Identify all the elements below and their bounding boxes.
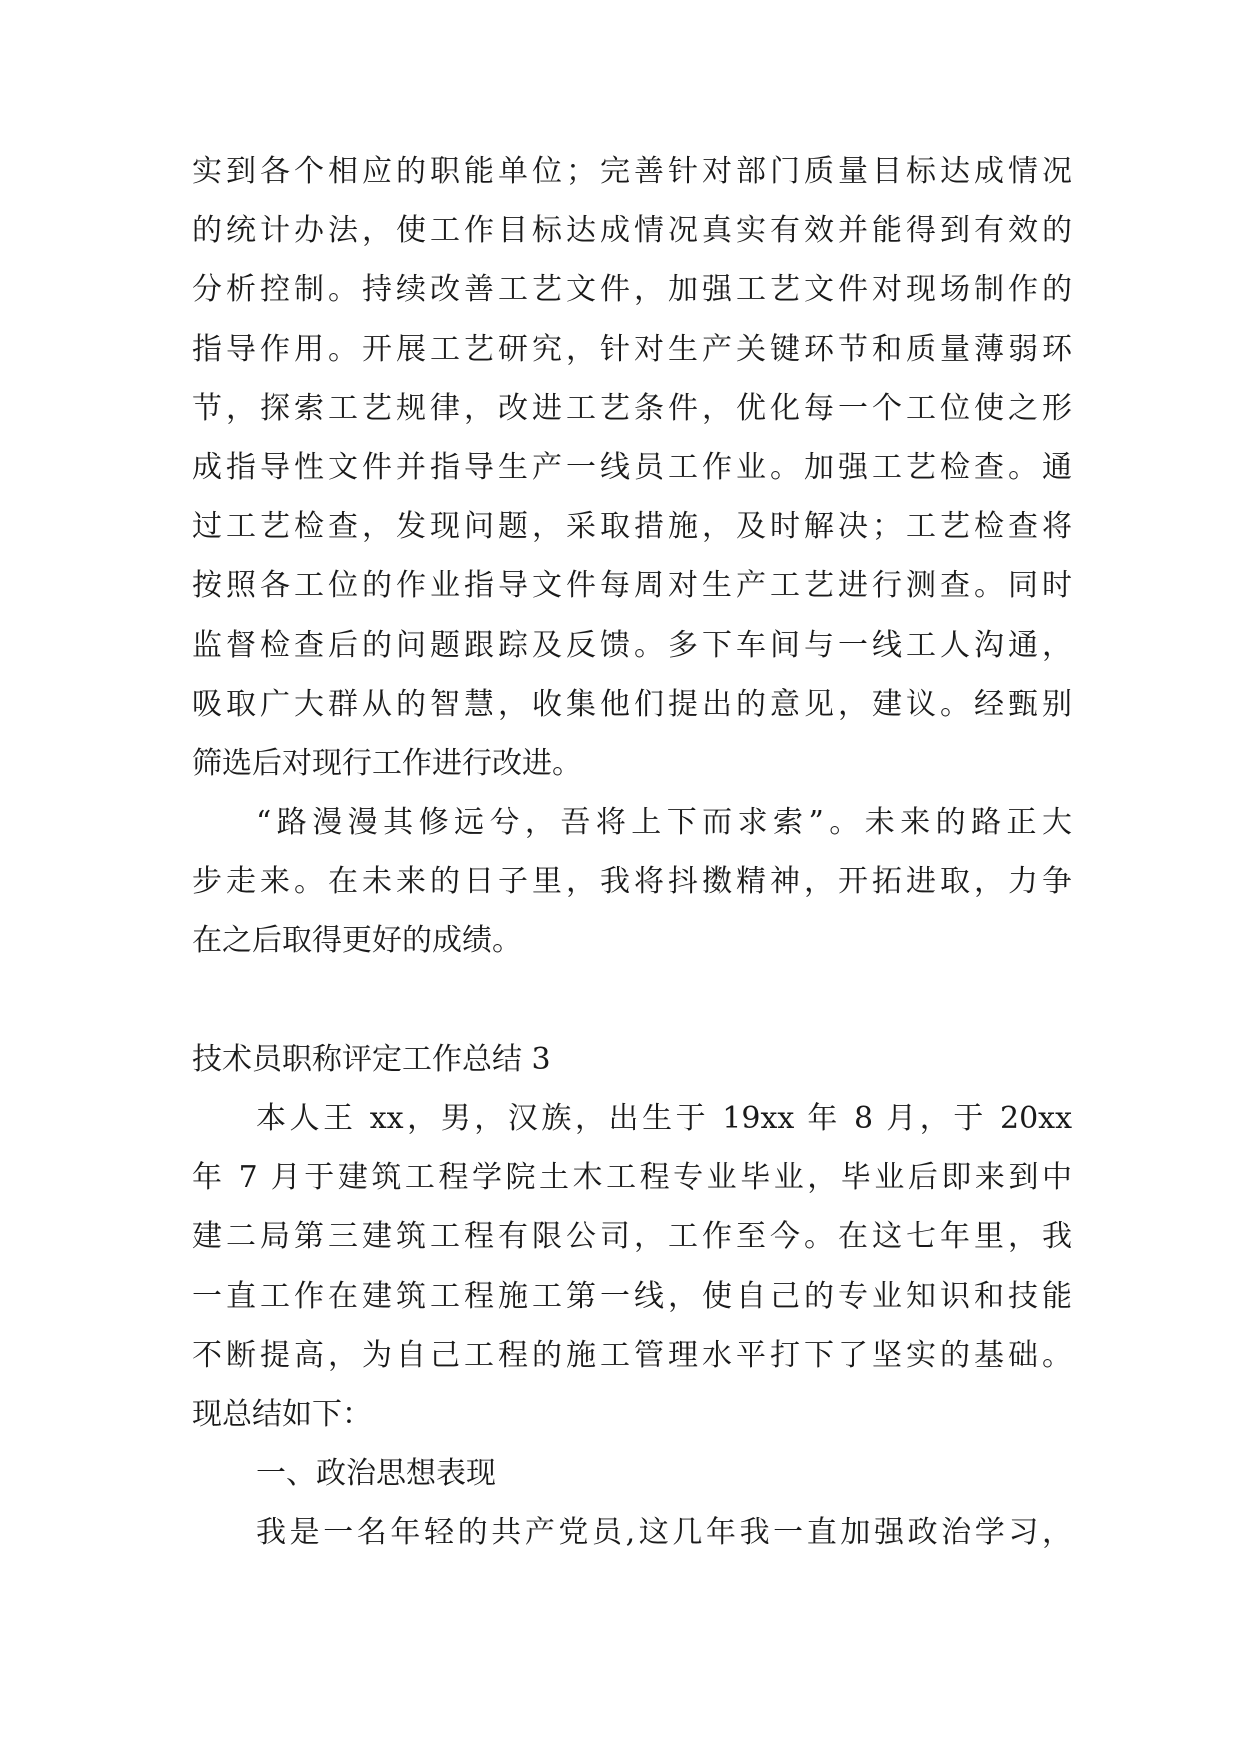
text-line: 分析控制。持续改善工艺文件，加强工艺文件对现场制作的 <box>192 272 1072 308</box>
text-line: 筛选后对现行工作进行改进。 <box>192 745 582 781</box>
text-line: 节，探索工艺规律，改进工艺条件，优化每一个工位使之形 <box>192 390 1072 426</box>
text-line: 不断提高，为自己工程的施工管理水平打下了坚实的基础。 <box>192 1337 1072 1373</box>
paragraph-self-introduction <box>192 1097 1072 1437</box>
text-line: 吸取广大群从的智慧，收集他们提出的意见，建议。经甄别 <box>192 686 1072 722</box>
text-line: 我是一名年轻的共产党员,这几年我一直加强政治学习， <box>256 1515 1072 1551</box>
text-line: 实到各个相应的职能单位；完善针对部门质量目标达成情况 <box>192 154 1072 189</box>
text-line: 的统计办法，使工作目标达成情况真实有效并能得到有效的 <box>192 213 1072 249</box>
text-line: 现总结如下： <box>192 1396 372 1432</box>
text-line: 按照各工位的作业指导文件每周对生产工艺进行测查。同时 <box>192 568 1072 604</box>
text-line: 建二局第三建筑工程有限公司，工作至今。在这七年里，我 <box>192 1219 1072 1255</box>
document-body <box>192 150 1072 1571</box>
text-line: 本人王 xx，男，汉族，出生于 19xx 年 8 月，于 20xx <box>256 1101 1072 1136</box>
text-line: 过工艺检查，发现问题，采取措施，及时解决；工艺检查将 <box>192 509 1072 545</box>
text-line: 年 7 月于建筑工程学院土木工程专业毕业，毕业后即来到中 <box>192 1160 1072 1196</box>
paragraph-spacer <box>192 979 1072 1038</box>
paragraph-process-improvement <box>192 150 1072 786</box>
text-line: 在之后取得更好的成绩。 <box>192 923 522 959</box>
subsection-heading: 一、政治思想表现 <box>256 1456 496 1492</box>
text-line: 成指导性文件并指导生产一线员工作业。加强工艺检查。通 <box>192 449 1072 485</box>
text-line: 步走来。在未来的日子里，我将抖擞精神，开拓进取，力争 <box>192 864 1072 900</box>
text-line: 一直工作在建筑工程施工第一线，使自己的专业知识和技能 <box>192 1278 1072 1314</box>
text-line: 指导作用。开展工艺研究，针对生产关键环节和质量薄弱环 <box>192 331 1072 367</box>
section-title: 技术员职称评定工作总结 3 <box>192 1041 551 1077</box>
paragraph-future-outlook <box>192 801 1072 963</box>
text-line: 监督检查后的问题跟踪及反馈。多下车间与一线工人沟通， <box>192 627 1072 663</box>
text-line: “路漫漫其修远兮，吾将上下而求索”。未来的路正大 <box>256 805 1072 841</box>
